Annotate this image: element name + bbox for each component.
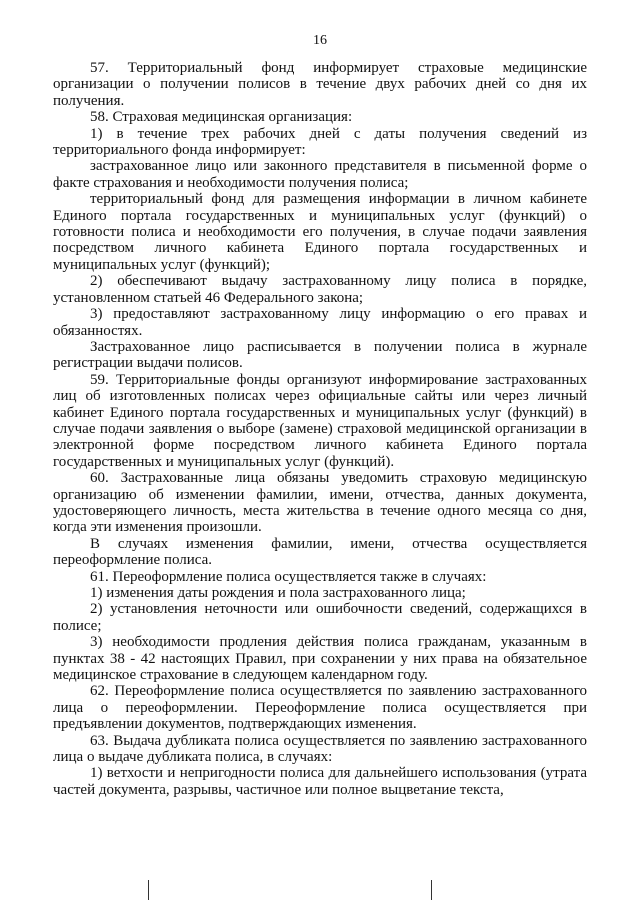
paragraph-63-item-1: 1) ветхости и непригодности полиса для дальнейшего использования (утрата частей документа, разрывы, частичное или полное выцветание текста,: [53, 765, 587, 798]
paragraph-60: 60. Застрахованные лица обязаны уведомить страховую медицинскую организацию об изменении фамилии, имени, отчества, данных документа, удостоверяющего личность, места жительства в течение одного месяца со дня, когда эти изменения произошли.: [53, 470, 587, 536]
paragraph-61-item-3: 3) необходимости продления действия полиса гражданам, указанным в пунктах 38 - 42 настоящих Правил, при сохранении у них права на обязательное медицинское страхование в следующем календарном году.: [53, 634, 587, 684]
paragraph-58-item-1-b: территориальный фонд для размещения информации в личном кабинете Единого портала государственных и муниципальных услуг (функций) о готовности полиса и необходимости его получения, в случае подачи заявления посредством личного кабинета Единого портала государственных и муниципальных услуг (функций);: [53, 191, 587, 273]
paragraph-57: 57. Территориальный фонд информирует страховые медицинские организации о получении полисов в течение двух рабочих дней со дня их получения.: [53, 60, 587, 109]
paragraph-63: 63. Выдача дубликата полиса осуществляется по заявлению застрахованного лица о выдаче дубликата полиса, в случаях:: [53, 732, 587, 766]
paragraph-58: 58. Страховая медицинская организация:: [90, 109, 353, 126]
paragraph-62: 62. Переоформление полиса осуществляется по заявлению застрахованного лица о переоформлении. Переоформление полиса осуществляется при предъявлении документов, подтверждающих изменения.: [53, 683, 587, 733]
paragraph-58-item-3: 3) предоставляют застрахованному лицу информацию о его правах и обязанностях.: [53, 306, 587, 339]
scan-mark-left: [148, 880, 149, 900]
paragraph-58-item-1: 1) в течение трех рабочих дней с даты получения сведений из территориального фонда информирует:: [53, 125, 587, 159]
paragraph-61-item-2: 2) установления неточности или ошибочности сведений, содержащихся в полисе;: [53, 601, 587, 634]
paragraph-58-item-2: 2) обеспечивают выдачу застрахованному лицу полиса в порядке, установленном статьей 46 Федерального закона;: [53, 273, 587, 306]
paragraph-61-item-1: 1) изменения даты рождения и пола застрахованного лица;: [90, 585, 466, 601]
paragraph-59: 59. Территориальные фонды организуют информирование застрахованных лиц об изготовленных полисах через официальные сайты или через личный кабинет Единого портала государственных и муниципальных услуг (функций) в случае подачи заявления о выборе (замене) страховой медицинской организации в электронной форме посредством личного кабинета Единого портала государственных и муниципальных услуг (функций).: [53, 371, 587, 470]
scan-mark-right: [431, 880, 432, 900]
paragraph-60-note: В случаях изменения фамилии, имени, отчества осуществляется переоформление полиса.: [53, 535, 587, 569]
paragraph-58-item-1-a: застрахованное лицо или законного представителя в письменной форме о факте страхования и необходимости получения полиса;: [53, 158, 587, 191]
paragraph-61: 61. Переоформление полиса осуществляется также в случаях:: [90, 568, 487, 585]
paragraph-signature-note: Застрахованное лицо расписывается в получении полиса в журнале регистрации выдачи полисов.: [53, 338, 587, 372]
document-body: [53, 60, 587, 798]
page-number: 16: [313, 33, 327, 48]
